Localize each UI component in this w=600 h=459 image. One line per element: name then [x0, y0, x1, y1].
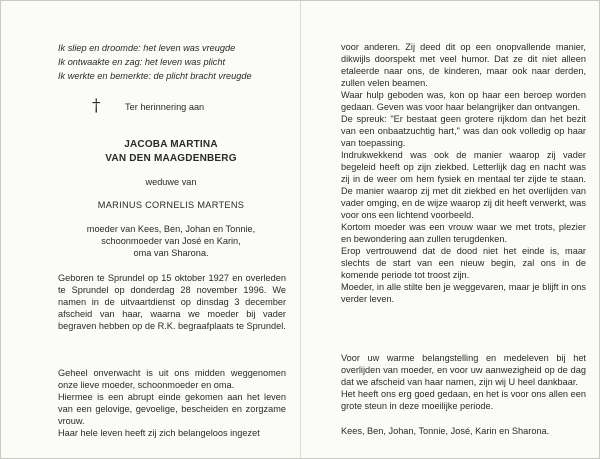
birth-text: Geboren te Sprundel op 15 oktober 1927 en overleden te Sprundel op donderdag 28 november 1996. We namen in de uitvaartdienst op dinsdag 3 december afscheid van haar, waarna we moeder bij vader begraven hebben op de R.K. begraafplaats te Sprundel. — [58, 273, 286, 331]
deceased-name — [58, 138, 284, 166]
husband-name: MARINUS CORNELIS MARTENS — [97, 200, 245, 210]
body-paragraph: Haar hele leven heeft zij zich belangeloos ingezet — [58, 428, 260, 438]
thanks-paragraph: Het heeft ons erg goed gedaan, en het is voor ons allen een grote steun in deze moeilijke periode. — [341, 389, 586, 411]
birth-death-paragraph — [58, 272, 286, 332]
verse-line: Ik ontwaakte en zag: het leven was plicht — [58, 57, 226, 67]
cross-icon: † — [92, 96, 101, 116]
body-paragraph: Indrukwekkend was ook de manier waarop zij vader begeleid heeft op zijn ziekbed. Letterlijk dag en nacht was zij in de weer om hem fysiek en mentaal ter zijde te staan. De manier waarop zij met dit ziekbed en het overlijden van vader omging, en de wijze waarop zij dit heeft verwerkt, was voor ons een lichtend voorbeeld. — [341, 150, 586, 220]
body-paragraph: De spreuk: "Er bestaat geen grotere rijkdom dan het bezit van een onbaatzuchtig hart," was dan ook volledig op haar van toepassing. — [341, 114, 586, 148]
family-line: moeder van Kees, Ben, Johan en Tonnie, — [86, 224, 256, 234]
family-line: schoonmoeder van José en Karin, — [101, 236, 241, 246]
thanks-paragraph: Voor uw warme belangstelling en medeleven bij het overlijden van moeder, en voor uw aanwezigheid op de dag dat we afscheid van haar namen, zijn wij U heel dankbaar. — [341, 353, 586, 387]
verse-line: Ik sliep en droomde: het leven was vreugde — [58, 43, 236, 53]
body-paragraph: Moeder, in alle stilte ben je weggevaren, maar je blijft in ons verder leven. — [341, 282, 586, 304]
verse-line: Ik werkte en bemerkte: de plicht bracht vreugde — [58, 71, 252, 81]
body-paragraph: Waar hulp geboden was, kon op haar een beroep worden gedaan. Geven was voor haar belangrijker dan ontvangen. — [341, 90, 586, 112]
body-paragraph: Kortom moeder was een vrouw waar we met trots, plezier en bewondering aan zullen terugdenken. — [341, 222, 586, 244]
body-paragraph: Geheel onverwacht is uit ons midden weggenomen onze lieve moeder, schoonmoeder en oma. — [58, 368, 286, 390]
family-lines — [58, 223, 284, 259]
body-paragraph: Erop vertrouwend dat de dood niet het einde is, maar slechts de start van een nieuw begin, zal ons in de komende periode tot troost zijn. — [341, 246, 586, 280]
family-line: oma van Sharona. — [133, 248, 209, 258]
body-paragraph: Hiermee is een abrupt einde gekomen aan het leven van een gelovige, gevoelige, bescheiden en zorgzame vrouw. — [58, 392, 286, 426]
body-paragraph: voor anderen. Zij deed dit op een onopvallende manier, dikwijls doorspekt met veel humor. Dat ze dit niet alleen etaleerde naar ons, de kinderen, maar ook naar derden, zullen velen beamen. — [341, 42, 586, 88]
poem-verse — [58, 41, 298, 83]
left-body-text — [58, 367, 286, 439]
in-memory-label: Ter herinnering aan — [125, 102, 205, 112]
family-signature: Kees, Ben, Johan, Tonnie, José, Karin en Sharona. — [341, 426, 550, 436]
name-line-2: VAN DEN MAAGDENBERG — [105, 153, 237, 164]
name-line-1: JACOBA MARTINA — [124, 139, 218, 150]
thanks-text — [341, 352, 586, 412]
card-fold-line — [300, 1, 301, 459]
right-body-text — [341, 41, 586, 305]
widow-of-label: weduwe van — [145, 177, 197, 187]
